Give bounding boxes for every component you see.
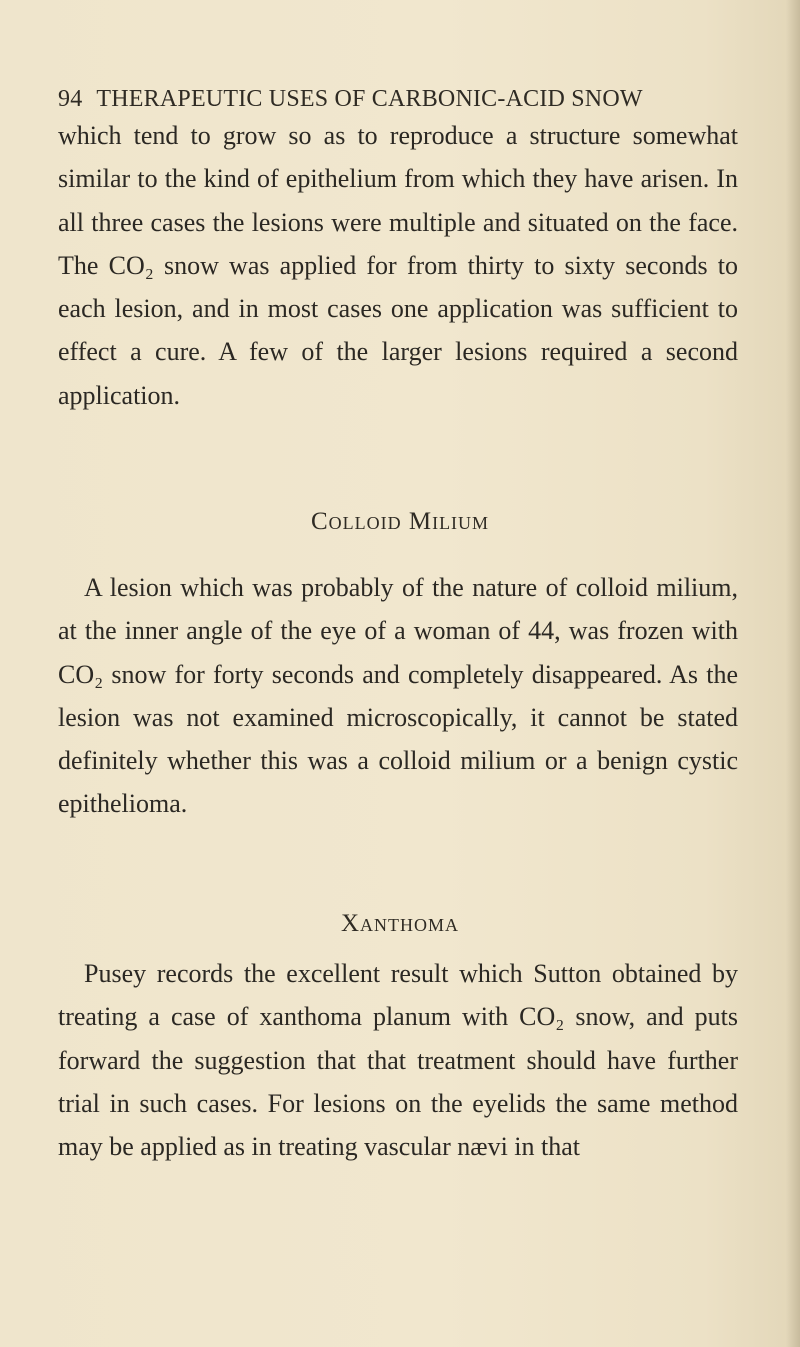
running-title: THERAPEUTIC USES OF CARBONIC-ACID SNOW <box>96 86 643 112</box>
paragraph-3: Pusey records the excellent result which Sutton obtained by treating a case of xanthoma planum with CO₂ snow, and puts forward the suggestion that that treatment should have further trial in such cases. For lesions on the eyelids the same method may be applied as in treating vascular nævi in that <box>58 959 738 1162</box>
paragraph-2: A lesion which was probably of the nature of colloid milium, at the inner angle of the eye of a woman of 44, was frozen with CO₂ snow for forty seconds and completely disappeared. As the lesion was not examined microscopically, it cannot be stated definitely whether this was a colloid milium or a benign cystic epithelioma. <box>58 573 738 819</box>
paragraph-1: which tend to grow so as to reproduce a structure somewhat similar to the kind of epithelium from which they have arisen. In all three cases the lesions were multiple and situated on the face. The CO₂ snow was applied for from thirty to sixty seconds to each lesion, and in most cases one application was sufficient to effect a cure. A few of the larger lesions required a second application. <box>58 121 738 410</box>
page-number: 94 <box>58 86 83 112</box>
running-header <box>58 86 748 113</box>
page-edge-shadow <box>786 0 800 1347</box>
section-heading-xanthoma: Xanthoma <box>340 910 460 937</box>
section-heading-colloid-milium: Colloid Milium <box>310 508 490 535</box>
